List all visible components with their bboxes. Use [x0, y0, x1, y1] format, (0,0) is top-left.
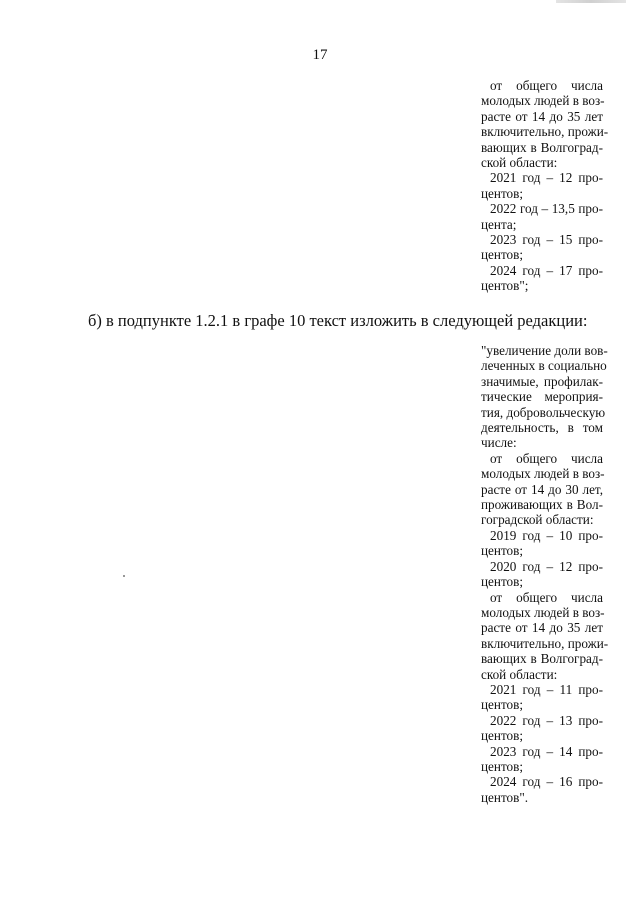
text-line: центов; [481, 543, 524, 559]
amendment-instruction: б) в подпункте 1.2.1 в графе 10 текст изложить в следующей редакции: [88, 311, 588, 330]
scan-corner-mark [556, 0, 626, 3]
text-line: проживающих в Вол- [481, 497, 603, 513]
text-line: 2019 год – 10 про- [490, 527, 603, 543]
text-line: ской области: [481, 155, 558, 171]
text-line: расте от 14 до 30 лет, [481, 481, 603, 497]
text-line: цента; [481, 216, 517, 232]
text-line: тические мероприя- [481, 389, 603, 405]
text-line: 2022 год – 13 про- [490, 712, 603, 728]
text-line: от общего числа [490, 450, 603, 466]
text-line: 2023 год – 14 про- [490, 743, 603, 759]
text-line: расте от 14 до 35 лет [481, 108, 603, 124]
text-line: включительно, прожи- [481, 124, 609, 140]
amendment-text-block-a [481, 78, 609, 294]
text-line: молодых людей в воз- [481, 93, 605, 109]
text-line: центов; [481, 185, 524, 201]
text-line: расте от 14 до 35 лет [481, 620, 603, 636]
page-number: 17 [312, 47, 328, 63]
text-line: включительно, прожи- [481, 635, 609, 651]
amendment-text-block-b [481, 343, 609, 805]
text-line: центов; [481, 697, 524, 713]
scan-speck [123, 575, 125, 577]
text-line: центов". [481, 789, 529, 805]
text-line: молодых людей в воз- [481, 604, 605, 620]
text-line: вающих в Волгоград- [481, 139, 603, 155]
text-line: центов; [481, 574, 524, 590]
text-line: 2020 год – 12 про- [490, 558, 603, 574]
text-line: ской области: [481, 666, 558, 682]
text-line: значимые, профилак- [481, 373, 603, 389]
text-line: центов; [481, 247, 524, 263]
text-line: центов; [481, 758, 524, 774]
text-line: числе: [481, 435, 517, 451]
text-line: вающих в Волгоград- [481, 651, 603, 667]
text-line: от общего числа [490, 78, 603, 93]
text-line: 2024 год – 17 про- [490, 262, 603, 278]
text-line: 2022 год – 13,5 про- [490, 201, 603, 217]
text-line: тия, добровольческую [481, 404, 606, 420]
text-line: деятельность, в том [481, 420, 603, 436]
text-line: "увеличение доли вов- [481, 343, 608, 358]
text-line: 2021 год – 12 про- [490, 170, 603, 186]
text-line: центов"; [481, 278, 529, 294]
text-line: центов; [481, 728, 524, 744]
text-line: от общего числа [490, 589, 603, 605]
text-line: гоградской области: [481, 512, 594, 528]
text-line: 2021 год – 11 про- [490, 681, 603, 697]
text-line: 2023 год – 15 про- [490, 232, 603, 248]
text-line: молодых людей в воз- [481, 466, 605, 482]
text-line: 2024 год – 16 про- [490, 774, 603, 790]
text-line: леченных в социально [481, 358, 607, 374]
